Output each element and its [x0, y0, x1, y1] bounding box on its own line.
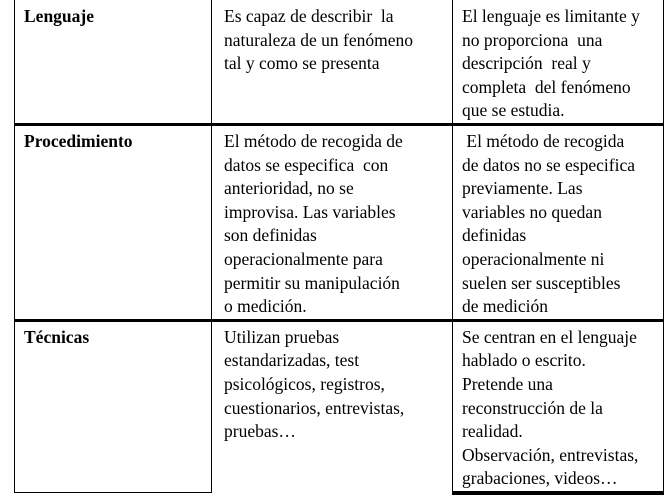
cell-line: tal y como se presenta: [224, 53, 380, 74]
quantitative-cell: [212, 124, 453, 320]
cell-line: operacionalmente ni: [462, 248, 605, 269]
cell-line: El lenguaje es limitante y: [462, 6, 640, 26]
cell-line: psicológicos, registros,: [224, 373, 385, 394]
cell-line: Observación, entrevistas,: [462, 444, 639, 465]
cell-line: anterioridad, no se: [224, 178, 354, 199]
cell-line: de medición: [462, 296, 549, 317]
table-row-procedimiento: [15, 124, 664, 320]
table-row-lenguaje: [15, 0, 664, 124]
cell-line: suelen ser susceptibles: [462, 272, 621, 293]
quantitative-cell: [212, 0, 453, 124]
row-label: Lenguaje: [24, 6, 94, 26]
cell-line: completa del fenómeno: [462, 76, 631, 97]
qualitative-cell: [453, 320, 664, 493]
cell-line: de datos no se especifica: [462, 154, 635, 175]
comparison-table: [14, 0, 664, 495]
cell-line: definidas: [462, 225, 527, 246]
cell-line: naturaleza de un fenómeno: [224, 29, 414, 50]
cell-line: descripción real y: [462, 53, 591, 74]
cell-line: que se estudia.: [462, 100, 565, 121]
cell-line: Se centran en el lenguaje: [462, 326, 637, 347]
cell-line: El método de recogida de: [224, 130, 403, 151]
quantitative-cell: [212, 320, 453, 493]
cell-line: no proporciona una: [462, 29, 603, 50]
cell-line: son definidas: [224, 225, 317, 246]
cell-line: pruebas…: [224, 421, 296, 442]
cell-line: Utilizan pruebas: [224, 326, 340, 347]
row-label-cell: [15, 0, 212, 124]
cell-line: variables no quedan: [462, 201, 602, 222]
table-row-tecnicas: [15, 320, 664, 493]
row-label-cell: [15, 124, 212, 320]
cell-line: Pretende una: [462, 373, 553, 394]
cell-line: reconstrucción de la: [462, 397, 603, 418]
cell-line: cuestionarios, entrevistas,: [224, 397, 405, 418]
cell-line: improvisa. Las variables: [224, 201, 396, 222]
row-label: Procedimiento: [24, 130, 133, 151]
qualitative-cell: [453, 124, 664, 320]
row-label: Técnicas: [24, 326, 90, 347]
row-label-cell: [15, 320, 212, 493]
cell-line: hablado o escrito.: [462, 350, 586, 371]
cell-line: operacionalmente para: [224, 248, 383, 269]
cell-line: El método de recogida: [462, 130, 625, 151]
cell-line: realidad.: [462, 421, 523, 442]
cell-line: datos se especifica con: [224, 154, 389, 175]
cell-line: previamente. Las: [462, 178, 583, 199]
cell-line: o medición.: [224, 296, 307, 317]
qualitative-cell: [453, 0, 664, 124]
cell-line: permitir su manipulación: [224, 272, 400, 293]
cell-line: Es capaz de describir la: [224, 6, 394, 26]
cell-line: estandarizadas, test: [224, 350, 360, 371]
cell-line: grabaciones, videos…: [462, 468, 618, 489]
